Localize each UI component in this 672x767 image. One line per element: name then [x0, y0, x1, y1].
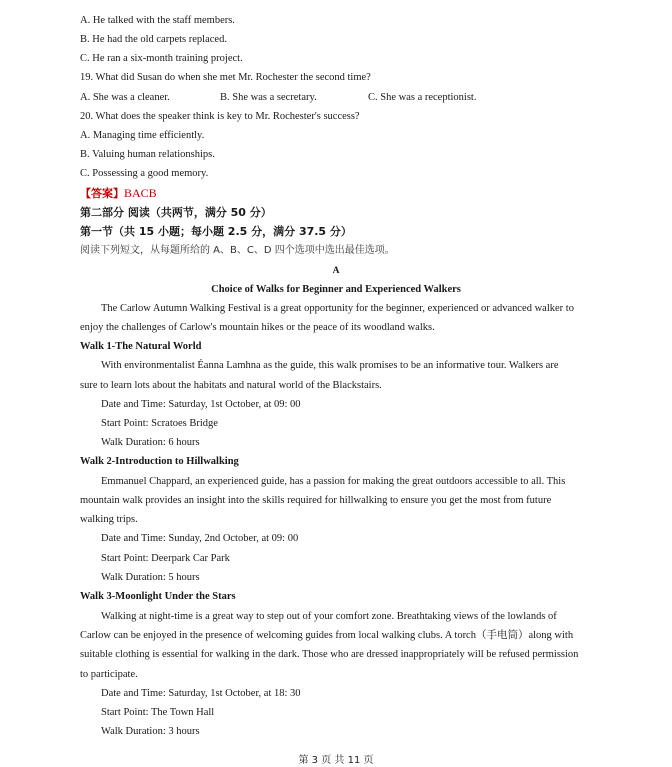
q20-option-c: C. Possessing a good memory.	[80, 168, 209, 179]
walk-3-desc-line-3: suitable clothing is essential for walking in the dark. Those who are dressed inappropriately will be refused permission	[80, 649, 579, 660]
walk-3-date: Date and Time: Saturday, 1st October, at 18: 30	[101, 688, 301, 699]
walk-1-start: Start Point: Scratoes Bridge	[101, 418, 218, 429]
walk-1-desc-line-1: With environmentalist Éanna Lamhna as the guide, this walk promises to be an informative tour. Walkers are	[101, 360, 559, 371]
q18-option-b: B. He had the old carpets replaced.	[80, 34, 227, 45]
q20-option-a: A. Managing time efficiently.	[80, 130, 205, 141]
instruction: 阅读下列短文，从每题所给的 A、B、C、D 四个选项中选出最佳选项。	[80, 245, 395, 256]
walk-2-date: Date and Time: Sunday, 2nd October, at 09: 00	[101, 533, 299, 544]
walk-2-title: Walk 2-Introduction to Hillwalking	[80, 456, 239, 467]
passage-title: Choice of Walks for Beginner and Experienced Walkers	[211, 284, 461, 295]
question-19: 19. What did Susan do when she met Mr. Rochester the second time?	[80, 72, 371, 83]
walk-3-desc-line-2: Carlow can be enjoyed in the presence of welcoming guides from local walking clubs. A torch（手电筒）along with	[80, 630, 574, 641]
answer-line	[80, 186, 157, 201]
q19-option-c: C. She was a receptionist.	[368, 92, 477, 103]
walk-3-start: Start Point: The Town Hall	[101, 707, 215, 718]
walk-1-title: Walk 1-The Natural World	[80, 341, 202, 352]
q20-option-b: B. Valuing human relationships.	[80, 149, 215, 160]
walk-2-desc-line-3: walking trips.	[80, 514, 138, 525]
walk-3-desc-line-4: to participate.	[80, 669, 138, 680]
walk-3-duration: Walk Duration: 3 hours	[101, 726, 200, 737]
walk-2-desc-line-1: Emmanuel Chappard, an experienced guide, has a passion for making the great outdoors accessible to all. This	[101, 476, 566, 487]
walk-1-desc-line-2: sure to learn lots about the habitats and natural world of the Blackstairs.	[80, 380, 382, 391]
q18-option-a: A. He talked with the staff members.	[80, 15, 235, 26]
walk-1-date: Date and Time: Saturday, 1st October, at 09: 00	[101, 399, 301, 410]
answer-value: BACB	[124, 186, 157, 200]
intro-paragraph-line-1: The Carlow Autumn Walking Festival is a great opportunity for the beginner, experienced or advanced walker to	[101, 303, 574, 314]
passage-letter: A	[332, 266, 340, 276]
walk-2-desc-line-2: mountain walk provides an insight into the skills required for hillwalking to ensure you get the most from future	[80, 495, 552, 506]
part-two-heading: 第二部分 阅读（共两节，满分 50 分）	[80, 206, 272, 219]
walk-3-title: Walk 3-Moonlight Under the Stars	[80, 591, 236, 602]
walk-2-duration: Walk Duration: 5 hours	[101, 572, 200, 583]
question-20: 20. What does the speaker think is key to Mr. Rochester's success?	[80, 111, 360, 122]
walk-1-duration: Walk Duration: 6 hours	[101, 437, 200, 448]
walk-3-desc-line-1: Walking at night-time is a great way to step out of your comfort zone. Breathtaking views of the lowlands of	[101, 611, 557, 622]
q19-option-b: B. She was a secretary.	[220, 92, 317, 103]
page-footer: 第 3 页 共 11 页	[298, 755, 374, 766]
walk-2-start: Start Point: Deerpark Car Park	[101, 553, 230, 564]
intro-paragraph-line-2: enjoy the challenges of Carlow's mountain hikes or the peace of its woodland walks.	[80, 322, 435, 333]
q18-option-c: C. He ran a six-month training project.	[80, 53, 243, 64]
answer-label: 【答案】	[80, 187, 124, 200]
section-one-heading: 第一节（共 15 小题；每小题 2.5 分，满分 37.5 分）	[80, 225, 352, 238]
q19-option-a: A. She was a cleaner.	[80, 92, 170, 103]
